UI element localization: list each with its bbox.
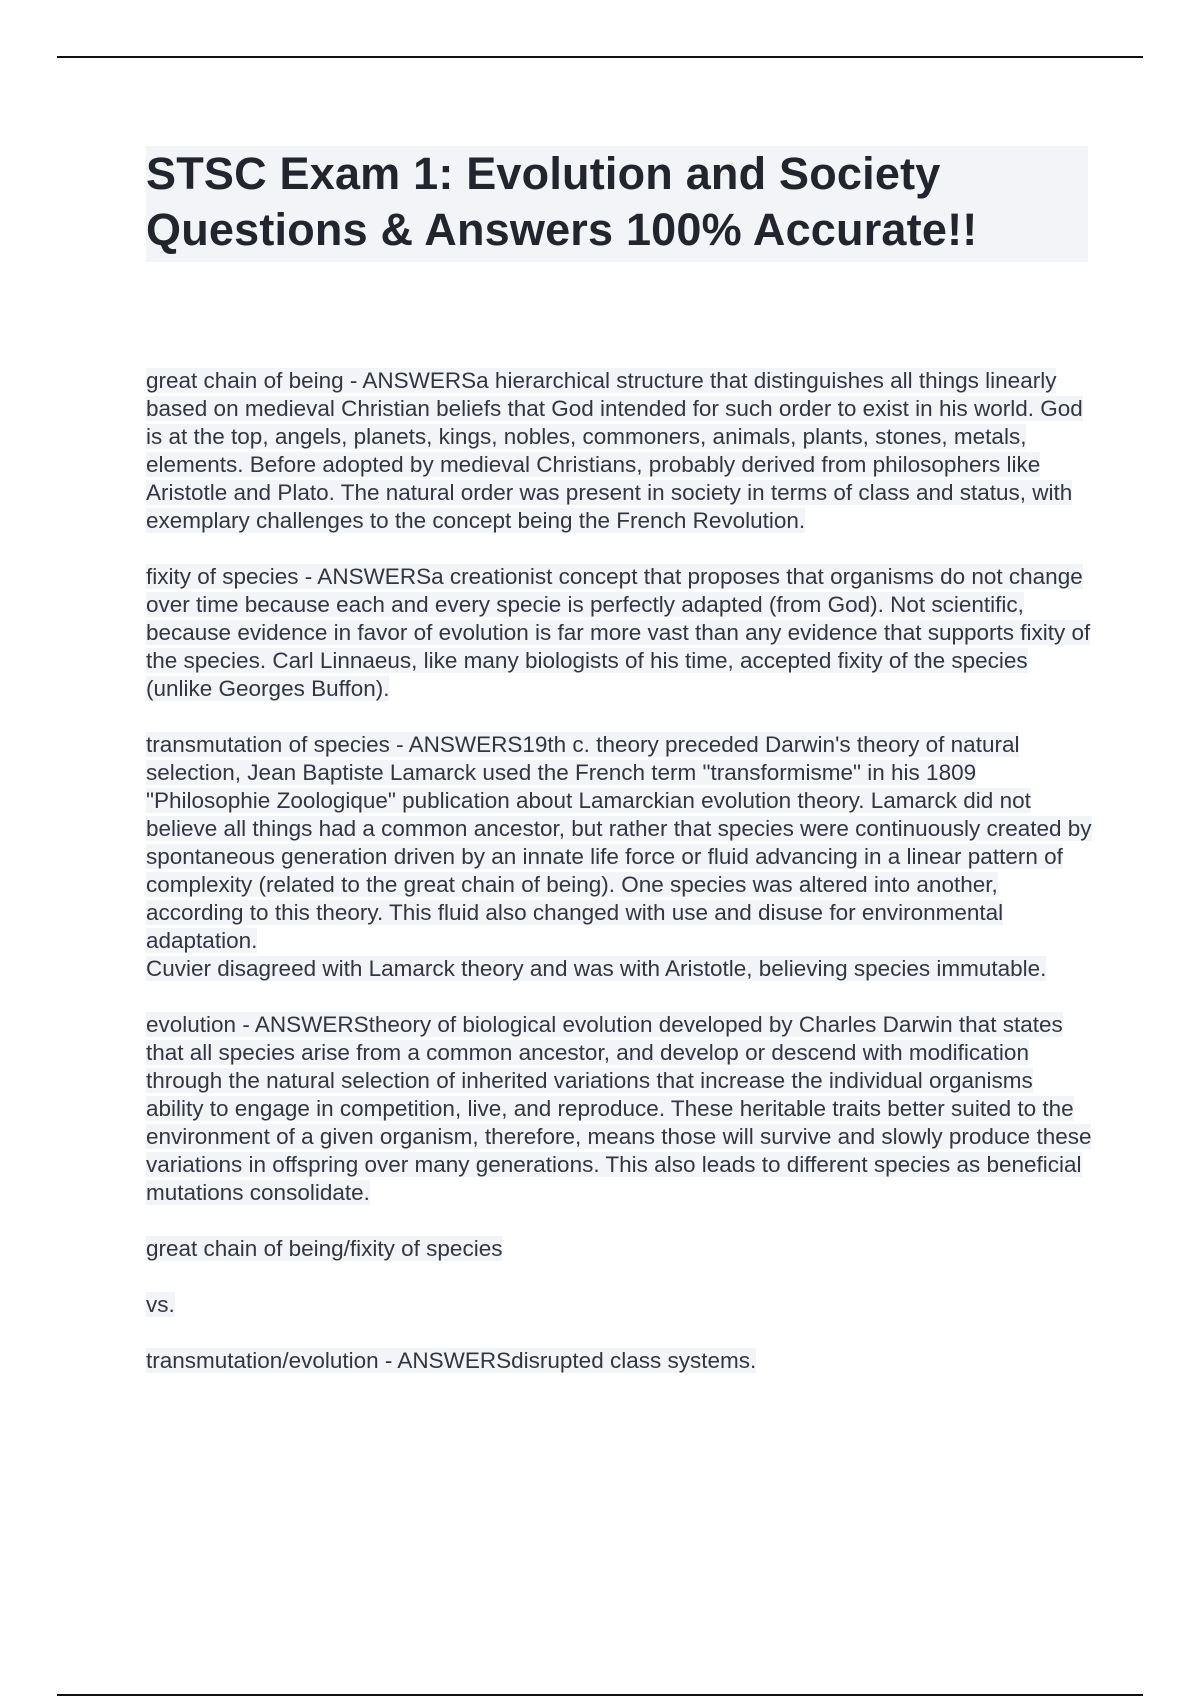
title-line-2: Questions & Answers 100% Accurate!! (146, 204, 978, 255)
entry-evolution (146, 1011, 1094, 1207)
entry-text: vs. (146, 1292, 175, 1317)
entry-text: fixity of species - ANSWERSa creationist concept that proposes that organisms do not change over time because each and every specie is perfectly adapted (from God). Not scientific, because evidence in favor of evolution is far more vast than any evidence that supports fixity of the species. Carl Linnaeus, like many biologists of his time, accepted fixity of the species (unlike Georges Buffon). (146, 564, 1091, 701)
top-rule (57, 56, 1143, 58)
entry-great-chain-of-being (146, 367, 1094, 535)
entry-fixity-of-species (146, 563, 1094, 703)
document-body (146, 367, 1094, 1375)
document-title (146, 146, 1088, 262)
entry-text: transmutation/evolution - ANSWERSdisrupted class systems. (146, 1348, 757, 1373)
entry-comparison-left (146, 1235, 1094, 1263)
entry-comparison-right (146, 1347, 1094, 1375)
title-line-1: STSC Exam 1: Evolution and Society (146, 148, 941, 199)
entry-comparison-vs (146, 1291, 1094, 1319)
entry-transmutation-of-species (146, 731, 1094, 983)
bottom-rule (57, 1694, 1143, 1696)
entry-text: transmutation of species - ANSWERS19th c. theory preceded Darwin's theory of natural selection, Jean Baptiste Lamarck used the French term "transformisme" in his 1809 "Philosophie Zoologique" publication about Lamarckian evolution theory. Lamarck did not believe all things had a common ancestor, but rather that species were continuously created by spontaneous generation driven by an innate life force or fluid advancing in a linear pattern of complexity (related to the great chain of being). One species was altered into another, according to this theory. This fluid also changed with use and disuse for environmental adaptation. (146, 732, 1092, 953)
entry-text: great chain of being - ANSWERSa hierarchical structure that distinguishes all things linearly based on medieval Christian beliefs that God intended for such order to exist in his world. God is at the top, angels, planets, kings, nobles, commoners, animals, plants, stones, metals, elements. Before adopted by medieval Christians, probably derived from philosophers like Aristotle and Plato. The natural order was present in society in terms of class and status, with exemplary challenges to the concept being the French Revolution. (146, 368, 1083, 533)
entry-continuation-text: Cuvier disagreed with Lamarck theory and was with Aristotle, believing species immutable. (146, 956, 1047, 981)
entry-text: great chain of being/fixity of species (146, 1236, 503, 1261)
entry-text: evolution - ANSWERStheory of biological evolution developed by Charles Darwin that states that all species arise from a common ancestor, and develop or descend with modification through the natural selection of inherited variations that increase the individual organisms ability to engage in competition, live, and reproduce. These heritable traits better suited to the environment of a given organism, therefore, means those will survive and slowly produce these variations in offspring over many generations. This also leads to different species as beneficial mutations consolidate. (146, 1012, 1092, 1205)
